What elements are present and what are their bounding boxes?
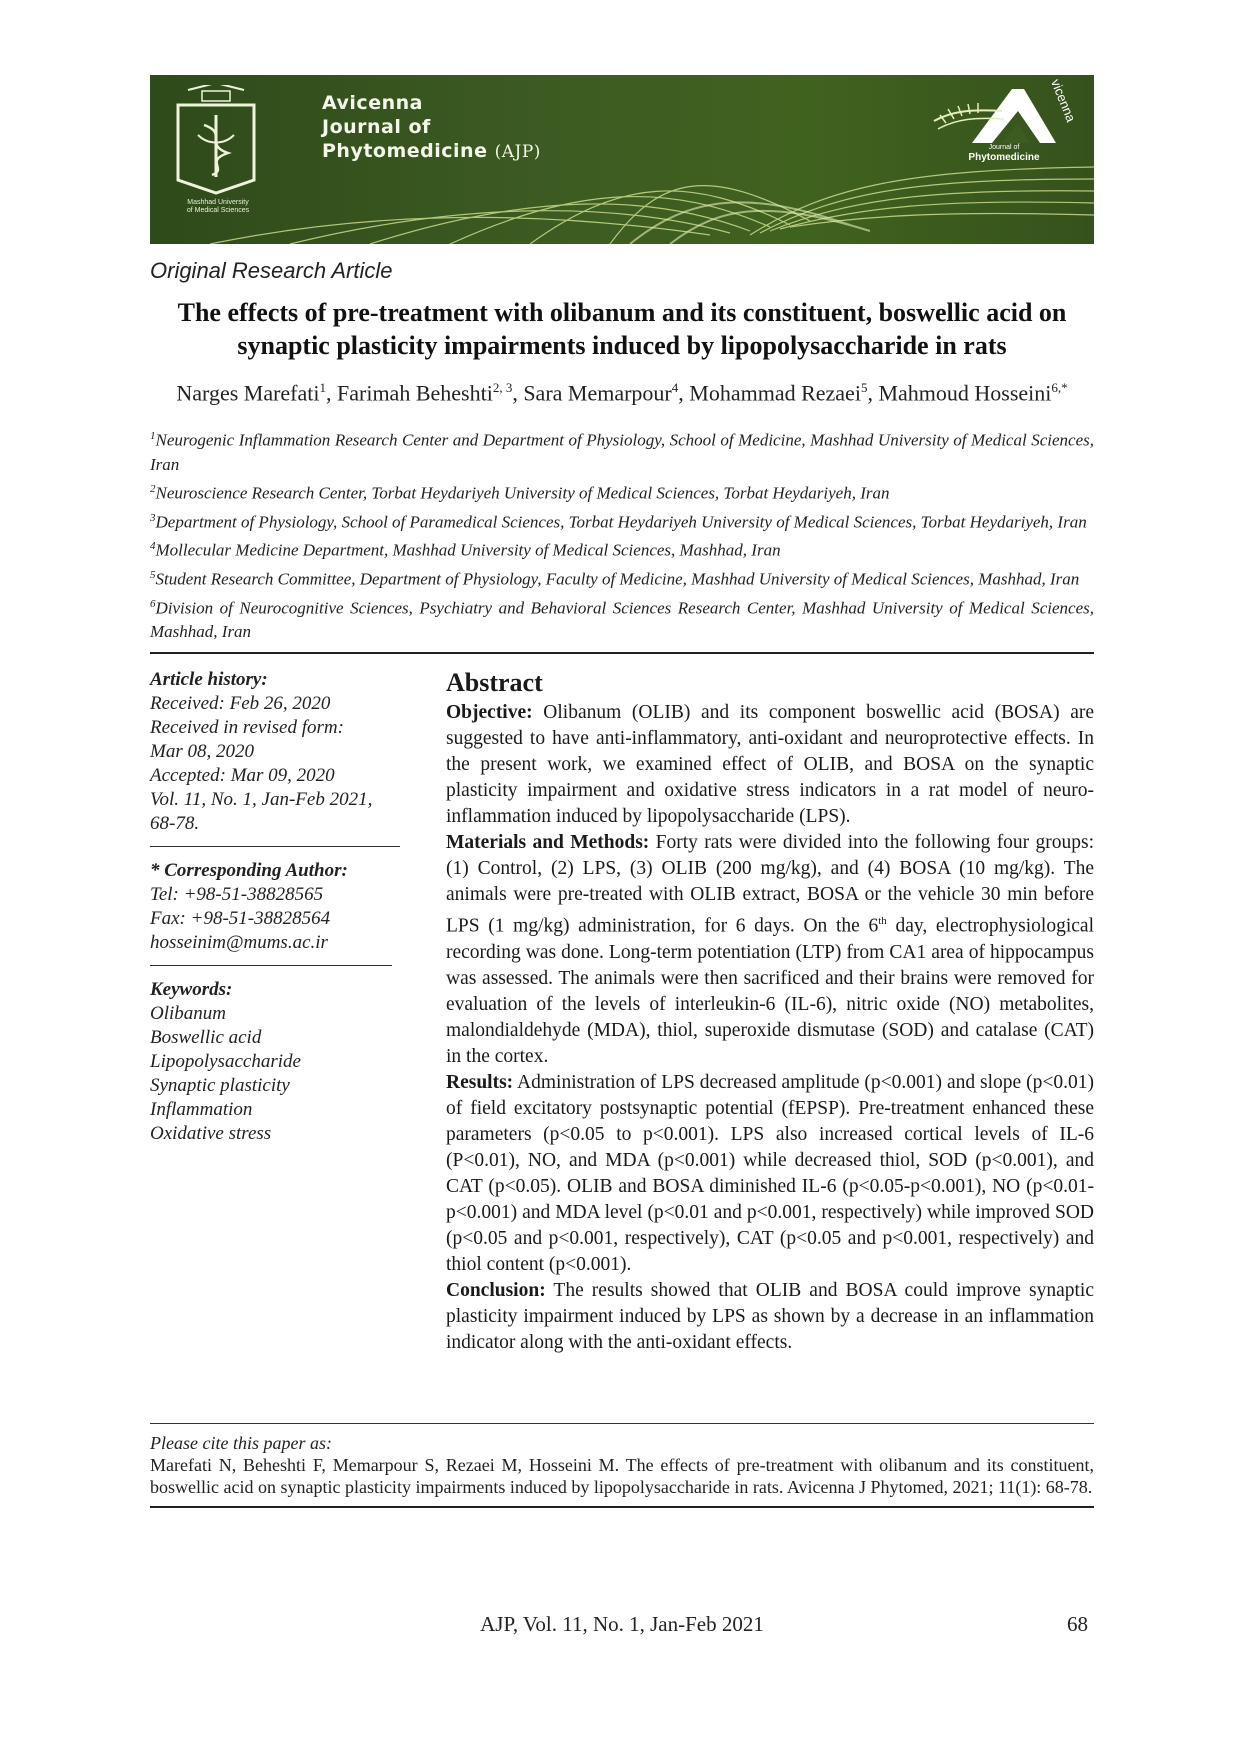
abstract-results-label: Results: bbox=[446, 1071, 514, 1093]
article-page bbox=[150, 75, 1094, 1508]
article-history-line: 68-78. bbox=[150, 813, 200, 835]
article-history bbox=[150, 668, 418, 836]
affiliation-text: Division of Neurocognitive Sciences, Psychiatry and Behavioral Sciences Research Center, Mashhad University of Medical Sciences, Mashhad, Iran bbox=[150, 598, 1094, 642]
author-name: Mahmoud Hosseini bbox=[878, 380, 1052, 406]
abstract-heading: Abstract bbox=[446, 668, 543, 698]
article-history-line: Mar 08, 2020 bbox=[150, 741, 254, 763]
article-body-columns bbox=[150, 668, 1094, 1423]
author-affiliation-mark: 4 bbox=[671, 380, 679, 395]
affiliation-mark: 2 bbox=[150, 482, 156, 495]
keyword-item: Boswellic acid bbox=[150, 1027, 262, 1049]
affiliation-text: Neuroscience Research Center, Torbat Heydariyeh University of Medical Sciences, Torbat Heydariyeh, Iran bbox=[155, 483, 890, 503]
abstract-objective-label: Objective: bbox=[446, 702, 533, 724]
keywords-heading: Keywords: bbox=[150, 979, 233, 1001]
author-affiliation-mark: 1 bbox=[319, 380, 326, 395]
abstract-objective bbox=[446, 700, 1094, 830]
keyword-item: Olibanum bbox=[150, 1003, 226, 1025]
corresponding-author-heading: * Corresponding Author: bbox=[150, 860, 348, 882]
journal-logo-small-text: Journal of bbox=[988, 144, 1020, 151]
author-list: Narges Marefati$^1$, Farimah Beheshti$^{2, 3}$, Sara Memarpour$^4$, Mohammad Rezaei$^5$, Mahmoud Hosseini$^{6,*}$ bbox=[176, 380, 1068, 406]
affiliation-mark: 4 bbox=[150, 540, 156, 553]
citation-divider bbox=[150, 1423, 1094, 1424]
abstract-methods-label: Materials and Methods: bbox=[446, 832, 650, 854]
keyword-item: Inflammation bbox=[150, 1099, 253, 1121]
journal-abbreviation: (AJP) bbox=[494, 142, 541, 162]
citation-heading: Please cite this paper as: bbox=[150, 1433, 332, 1454]
sidebar-divider bbox=[150, 965, 392, 966]
affiliation-item bbox=[150, 424, 1094, 477]
author-name: Sara Memarpour bbox=[523, 380, 672, 406]
article-history-line: Vol. 11, No. 1, Jan-Feb 2021, bbox=[150, 789, 373, 811]
author-affiliation-mark: 6,* bbox=[1051, 380, 1068, 395]
university-name bbox=[164, 199, 272, 215]
corresponding-fax: Fax: +98-51-38828564 bbox=[150, 908, 331, 930]
affiliation-mark: 1 bbox=[150, 430, 156, 443]
abstract-methods bbox=[446, 830, 1094, 1070]
author-affiliation-mark: 2, 3 bbox=[492, 380, 513, 395]
abstract-conclusion-label: Conclusion: bbox=[446, 1279, 546, 1301]
citation-bottom-divider bbox=[150, 1506, 1094, 1508]
affiliation-item bbox=[150, 534, 1094, 563]
abstract-methods-ordinal: th bbox=[878, 915, 887, 928]
affiliation-text: Neurogenic Inflammation Research Center and Department of Physiology, School of Medicine, Mashhad University of Medical Sciences, Iran bbox=[150, 430, 1094, 474]
abstract-methods-text-continued: day, electrophysiological recording was done. Long-term potentiation (LTP) from CA1 area of hippocampus was assessed. The animals were then sacrificed and their brains were removed for evaluation of the levels of interleukin-6 (IL-6), nitric oxide (NO) metabolites, malondialdehyde (MDA), thiol, superoxide dismutase (SOD) and catalase (CAT) in the cortex. bbox=[446, 915, 1094, 1067]
affiliation-mark: 5 bbox=[150, 568, 156, 581]
affiliation-list bbox=[150, 424, 1094, 644]
affiliation-text: Student Research Committee, Department of Physiology, Faculty of Medicine, Mashhad University of Medical Sciences, Mashhad, Iran bbox=[155, 569, 1080, 589]
abstract-objective-text: Olibanum (OLIB) and its component boswellic acid (BOSA) are suggested to have anti-inflammatory, anti-oxidant and neuroprotective effects. In the present work, we examined effect of OLIB, and BOSA on the synaptic plasticity impairment and oxidative stress indicators in a rat model of neuro-inflammation induced by lipopolysaccharide (LPS). bbox=[446, 702, 1095, 828]
article-history-line: Received in revised form: bbox=[150, 717, 344, 739]
journal-title-line1: Avicenna bbox=[322, 92, 423, 114]
university-name-line2: of Medical Sciences bbox=[186, 207, 250, 214]
journal-logo-text bbox=[938, 143, 1070, 163]
article-history-line: Accepted: Mar 09, 2020 bbox=[150, 765, 335, 787]
author-affiliation-mark: 5 bbox=[860, 380, 868, 395]
affiliation-text: Department of Physiology, School of Paramedical Sciences, Torbat Heydariyeh University of Medical Sciences, Torbat Heydariyeh, Iran bbox=[155, 512, 1087, 532]
sidebar-divider bbox=[150, 846, 400, 847]
citation-text: Marefati N, Beheshti F, Memarpour S, Rezaei M, Hosseini M. The effects of pre-treatment with olibanum and its constituent, boswellic acid on synaptic plasticity impairments induced by lipopolysaccharide in rats. Avicenna J Phytomed, 2021; 11(1): 68-78. bbox=[150, 1455, 1094, 1498]
affiliation-item bbox=[150, 563, 1094, 592]
affiliation-item bbox=[150, 592, 1094, 645]
keyword-item: Synaptic plasticity bbox=[150, 1075, 290, 1097]
affiliation-item bbox=[150, 506, 1094, 535]
journal-title-line2: Journal of bbox=[322, 116, 431, 138]
university-name-line1: Mashhad University bbox=[187, 199, 249, 206]
author-name: Mohammad Rezaei bbox=[689, 380, 861, 406]
abstract-section bbox=[446, 668, 1094, 1356]
affiliation-item bbox=[150, 477, 1094, 506]
abstract-conclusion-text: The results showed that OLIB and BOSA could improve synaptic plasticity impairment induced by LPS as shown by a decrease in an inflammation indicator along with the anti-oxidant effects. bbox=[446, 1279, 1094, 1353]
article-history-line: Received: Feb 26, 2020 bbox=[150, 693, 331, 715]
article-history-heading: Article history: bbox=[150, 669, 268, 691]
page-number: 68 bbox=[1067, 1612, 1088, 1636]
abstract-conclusion bbox=[446, 1278, 1094, 1356]
journal-title bbox=[322, 91, 541, 164]
journal-banner bbox=[150, 75, 1094, 244]
corresponding-email[interactable]: hosseinim@mums.ac.ir bbox=[150, 932, 328, 954]
article-title: The effects of pre-treatment with olibanum and its constituent, boswellic acid on synaptic plasticity impairments induced by lipopolysaccharide in rats bbox=[177, 298, 1067, 360]
article-info-sidebar bbox=[150, 668, 418, 1146]
keyword-item: Oxidative stress bbox=[150, 1123, 272, 1145]
journal-title-line3: Phytomedicine bbox=[322, 140, 488, 162]
article-type: Original Research Article bbox=[150, 258, 393, 283]
affiliation-mark: 6 bbox=[150, 597, 156, 610]
abstract-results bbox=[446, 1070, 1094, 1278]
corresponding-tel: Tel: +98-51-38828565 bbox=[150, 884, 324, 906]
section-divider bbox=[150, 652, 1094, 654]
author-name: Narges Marefati bbox=[176, 380, 320, 406]
abstract-results-text: Administration of LPS decreased amplitude (p<0.001) and slope (p<0.01) of field excitatory postsynaptic potential (fEPSP). Pre-treatment enhanced these parameters (p<0.05 to p<0.001). LPS also increased cortical levels of IL-6 (P<0.01), NO, and MDA (p<0.001) while decreased thiol, SOD (p<0.001), and CAT (p<0.05). OLIB and BOSA diminished IL-6 (p<0.05-p<0.001), NO (p<0.01-p<0.001) and MDA level (p<0.01 and p<0.001, respectively) while improved SOD (p<0.05 and p<0.001, respectively), CAT (p<0.05 and p<0.001, respectively) and thiol content (p<0.001). bbox=[446, 1071, 1094, 1275]
journal-logo-big-text: Phytomedicine bbox=[968, 152, 1040, 163]
university-logo bbox=[168, 85, 264, 195]
keywords bbox=[150, 978, 418, 1146]
citation-block bbox=[150, 1432, 1094, 1498]
page-footer bbox=[150, 1612, 1094, 1642]
corresponding-author bbox=[150, 859, 418, 955]
abstract-methods-text: Forty rats were divided into the following four groups: (1) Control, (2) LPS, (3) OLIB (200 mg/kg), and (4) BOSA (10 mg/kg). The animals were pre-treated with OLIB extract, BOSA or the vehicle 30 min before LPS (1 mg/kg) administration, for 6 days. On the 6 bbox=[446, 832, 1095, 937]
affiliation-text: Mollecular Medicine Department, Mashhad University of Medical Sciences, Mashhad, Iran bbox=[155, 540, 781, 560]
footer-journal-issue: AJP, Vol. 11, No. 1, Jan-Feb 2021 bbox=[480, 1612, 764, 1636]
journal-logo-arc-text: vicenna bbox=[1048, 76, 1079, 125]
affiliation-mark: 3 bbox=[150, 511, 156, 524]
keyword-item: Lipopolysaccharide bbox=[150, 1051, 301, 1073]
author-name: Farimah Beheshti bbox=[337, 380, 493, 406]
